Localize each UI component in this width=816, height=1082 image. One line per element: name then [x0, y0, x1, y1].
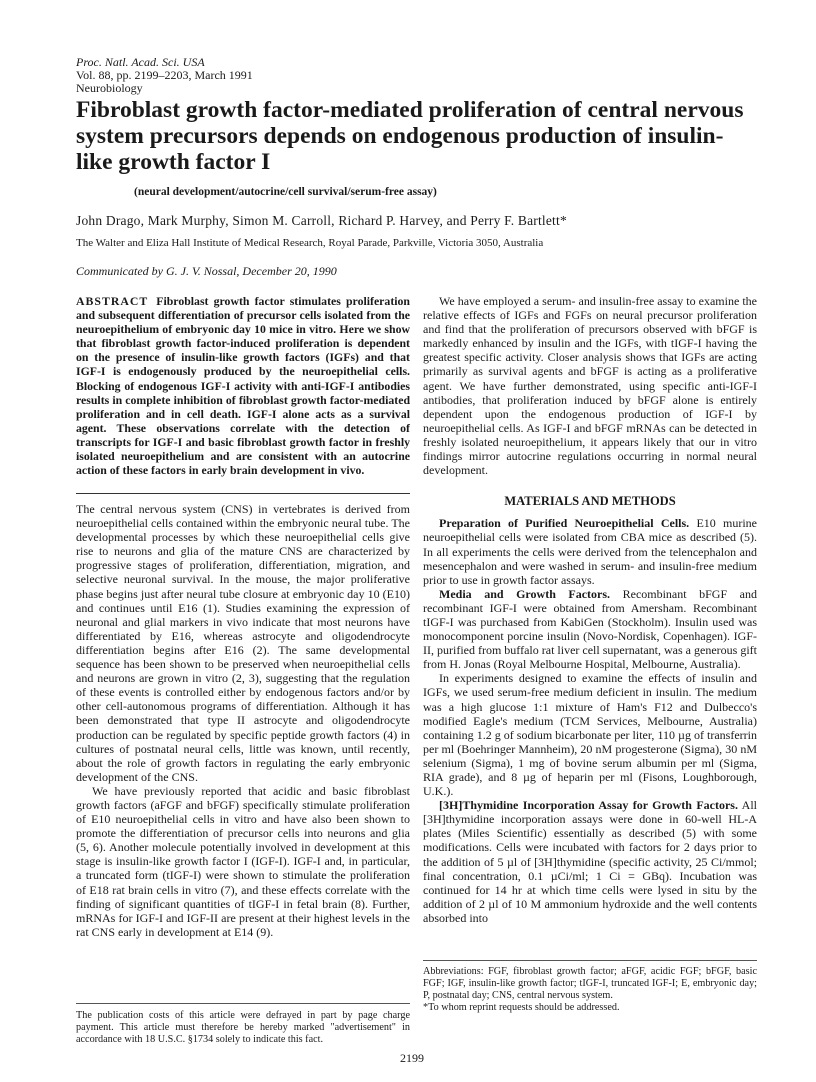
publication-cost-note: The publication costs of this article were defrayed in part by page charge payment. This article must therefore be hereby marked "advertisement" in accordance with 18 U.S.C. §1734 solely to indicate this fact. — [76, 1010, 410, 1045]
author-list: John Drago, Mark Murphy, Simon M. Carroll, Richard P. Harvey, and Perry F. Bartlett* — [76, 213, 567, 228]
affiliation: The Walter and Eliza Hall Institute of Medical Research, Royal Parade, Parkville, Victoria 3050, Australia — [76, 237, 544, 249]
methods-s1-text: E10 murine neuroepithelial cells were isolated from CBA mice as described (5). In all experiments the cells were derived from the telencephalon and mesencephalon and were washed in serum- and insulin-free medium prior to use in growth factor assays. — [423, 516, 758, 587]
journal-name: Proc. Natl. Acad. Sci. USA — [76, 55, 205, 69]
intro-paragraph-1: The central nervous system (CNS) in vertebrates is derived from neuroepithelial cells contained within the embryonic neural tube. The developmental processes by which these neuroepithelial cells give rise to neurons and glia of the mature CNS are characterized by progressive stages of proliferation, differentiation, migration, and selective neuronal survival. In the mouse, the major proliferative phase begins just after neural tube closure at embryonic day 10 (E10) and continues until E16 (1). Studies examining the expression of neuronal and glial markers in vivo indicate that most neurons have differentiated by E16, whereas astrocyte and oligodendrocyte differentiation begins after E16 (2). The same developmental sequence has been shown to be preserved when neuroepithelial cells and neurons are grown in vitro (2, 3), suggesting that the regulation of these events is controlled either by endogenous factors and/or by other cell-autonomous programs of differentiation. Although it has been demonstrated that type II astrocyte and oligodendrocyte production can be regulated by specific peptide growth factors (4) in cultures of postnatal neural cells, little was known, until recently, about the role of growth factors in regulating the early embryonic development of the CNS. — [76, 502, 410, 784]
abstract-text: Fibroblast growth factor stimulates proliferation and subsequent differentiation of precursor cells isolated from the neuroepithelium of embryonic day 10 mice in vitro. Here we show that fibroblast growth factor-induced proliferation is dependent on the presence of insulin-like growth factors (IGFs) and that IGF-I is endogenously produced by the neuroepithelial cells. Blocking of endogenous IGF-I activity with anti-IGF-I antibodies results in complete inhibition of fibroblast growth factor-mediated proliferation and in cell death. IGF-I alone acts as a survival agent. These observations correlate with the detection of transcripts for IGF-I and basic fibroblast growth factor in freshly isolated neuroepithelium and are consistent with an autocrine action of these factors in early brain development in vivo. — [76, 294, 410, 478]
left-column-body — [76, 502, 410, 939]
abstract-divider — [76, 493, 410, 494]
journal-volume: Vol. 88, pp. 2199–2203, March 1991 — [76, 68, 253, 82]
communicated-by: Communicated by G. J. V. Nossal, December 20, 1990 — [76, 264, 337, 278]
methods-section-3 — [423, 798, 757, 925]
footnote-divider-left — [76, 1003, 410, 1004]
journal-section: Neurobiology — [76, 81, 143, 95]
reprint-note: *To whom reprint requests should be addressed. — [423, 1002, 620, 1013]
footnotes-right — [423, 966, 757, 1014]
abstract-label: ABSTRACT — [76, 294, 149, 308]
footnote-divider-right — [423, 960, 757, 961]
page-number: 2199 — [400, 1051, 424, 1065]
methods-section-2b: In experiments designed to examine the effects of insulin and IGFs, we used serum-free medium deficient in insulin. The medium was a high glucose 1:1 mixture of Ham's F12 and Dulbecco's modified Eagle's medium (TCM Services, Melbourne, Australia) containing 1.2 g of sodium bicarbonate per liter, 110 µg of transferrin per ml (Boehringer Mannheim), 20 nM progesterone (Sigma), 30 nM selenium (Sigma), 1 mg of bovine serum albumin per ml (Sigma, RIA grade), and 8 µg of heparin per ml (Fisons, Loughborough, U.K.). — [423, 671, 757, 799]
methods-s3-text: All [3H]thymidine incorporation assays were done in 60-well HL-A plates (Miles Scientific) essentially as described (5) with some modifications. Cells were incubated with factors for 2 days prior to the addition of 5 µl of [3H]thymidine (specific activity, 25 Ci/mmol; final concentration, 0.1 µCi/ml; 1 Ci = GBq). Incubation was continued for 14 hr at which time cells were lysed in situ by the addition of 2 µl of 10 M ammonium hydroxide and the well contents absorbed into — [423, 798, 757, 925]
intro-paragraph-3: We have employed a serum- and insulin-free assay to examine the relative effects of IGFs and FGFs on neural precursor proliferation and find that the proliferation of precursors observed with bFGF is markedly enhanced by insulin and the IGFs, with tIGF-I having the greatest specific activity. Closer analysis shows that IGFs are acting primarily as survival agents and bFGF is acting as a proliferative agent. We have further demonstrated, using specific anti-IGF-I antibodies, that proliferation induced by bFGF alone is entirely dependent upon the endogenous production of IGF-I by neuroepithelial cells. As IGF-I and bFGF mRNAs can be detected in freshly isolated neuroepithelium, it appears likely that our in vitro findings mirror autocrine regulations occurring in normal neural development. — [423, 294, 757, 478]
article-title: Fibroblast growth factor-mediated proliferation of central nervous system precursors depends on endogenous production of insulin-like growth factor I — [76, 97, 744, 175]
methods-section-1 — [423, 516, 757, 586]
methods-section-2 — [423, 587, 757, 672]
right-column-body — [423, 294, 757, 925]
abstract — [76, 294, 410, 477]
intro-paragraph-2: We have previously reported that acidic and basic fibroblast growth factors (aFGF and bFGF) specifically stimulate proliferation of E10 neuroepithelial cells in vitro and have also been shown to promote the differentiation of precursor cells into neurons and glia (5, 6). Another molecule potentially involved in development at this stage is insulin-like growth factor I (IGF-I). IGF-I and, in particular, a truncated form (tIGF-I) were shown to stimulate the proliferation of E18 rat brain cells in vitro (7), and these effects correlate with the finding of significant quantities of tIGF-I in fetal brain (8). Further, mRNAs for IGF-I and IGF-II are present at their highest levels in the rat CNS early in development at E14 (9). — [76, 783, 410, 939]
methods-s2-text: Recombinant bFGF and recombinant IGF-I were obtained from Amersham. Recombinant tIGF-I was purchased from KabiGen (Stockholm). Insulin used was monocomponent porcine insulin (Novo-Nordisk, Copenhagen). IGF-II, purified from buffalo rat liver cell supernatant, was a generous gift from H. Jonas (Royal Melbourne Hospital, Melbourne, Australia). — [423, 586, 758, 672]
journal-header — [76, 56, 253, 95]
abbreviations-note: Abbreviations: FGF, fibroblast growth factor; aFGF, acidic FGF; bFGF, basic FGF; IGF, insulin-like growth factor; tIGF-I, truncated IGF-I; E, embryonic day; P, postnatal day; CNS, central nervous system. — [423, 966, 757, 1001]
methods-heading: MATERIALS AND METHODS — [504, 494, 676, 509]
keywords: (neural development/autocrine/cell survival/serum-free assay) — [134, 186, 437, 198]
methods-s3-heading: [3H]Thymidine Incorporation Assay for Growth Factors. — [439, 798, 738, 813]
methods-s1-heading: Preparation of Purified Neuroepithelial Cells. — [439, 516, 690, 531]
methods-s2-heading: Media and Growth Factors. — [439, 586, 611, 601]
